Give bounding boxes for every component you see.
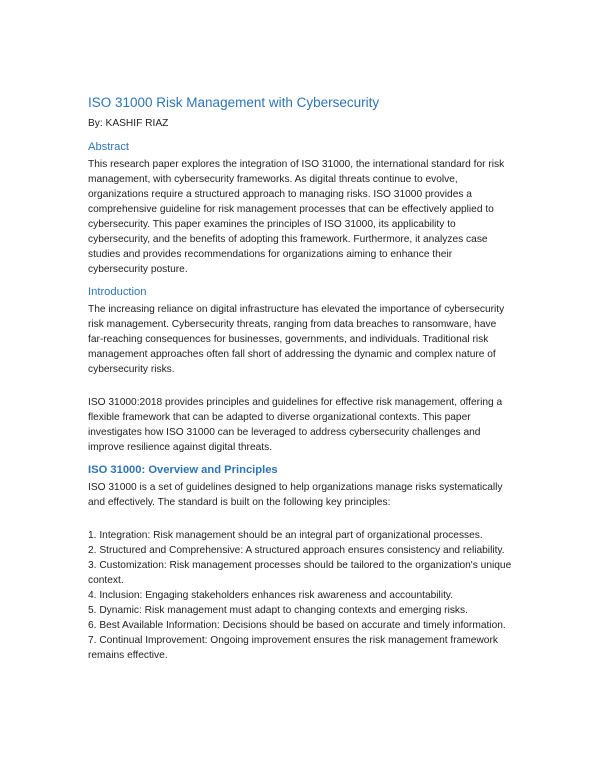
overview-section	[88, 463, 514, 663]
principle-item: 7. Continual Improvement: Ongoing improvement ensures the risk management framework remains effective.	[88, 635, 498, 661]
document-title: ISO 31000 Risk Management with Cybersecurity	[88, 95, 380, 110]
overview-heading: ISO 31000: Overview and Principles	[88, 464, 278, 476]
introduction-paragraph: The increasing reliance on digital infrastructure has elevated the importance of cybersecurity risk management. Cybersecurity threats, ranging from data breaches to ransomware, have far-reaching consequences for businesses, governments, and individuals. Traditional risk management approaches often fall short of addressing the dynamic and complex nature of cybersecurity risks.	[88, 304, 505, 375]
principle-item: 6. Best Available Information: Decisions should be based on accurate and timely information.	[88, 620, 506, 631]
principle-item: 4. Inclusion: Engaging stakeholders enhances risk awareness and accountability.	[88, 590, 454, 601]
introduction-section	[88, 285, 514, 455]
introduction-paragraph: ISO 31000:2018 provides principles and guidelines for effective risk management, offering a flexible framework that can be adapted to diverse organizational contexts. This paper investigates how ISO 31000 can be leveraged to address cybersecurity challenges and improve resilience against digital threats.	[88, 397, 503, 453]
overview-intro: ISO 31000 is a set of guidelines designed to help organizations manage risks systematically and effectively. The standard is built on the following key principles:	[88, 482, 503, 508]
principle-item: 1. Integration: Risk management should be an integral part of organizational processes.	[88, 530, 483, 541]
abstract-text: This research paper explores the integration of ISO 31000, the international standard for risk management, with cybersecurity frameworks. As digital threats continue to evolve, organizations require a structured approach to managing risks. ISO 31000 provides a comprehensive guideline for risk management processes that can be effectively applied to cybersecurity. This paper examines the principles of ISO 31000, its applicability to cybersecurity, and the benefits of adopting this framework. Furthermore, it analyzes case studies and provides recommendations for organizations aiming to enhance their cybersecurity posture.	[88, 159, 505, 275]
abstract-heading: Abstract	[88, 141, 130, 153]
abstract-section	[88, 140, 514, 277]
principle-item: 3. Customization: Risk management processes should be tailored to the organization's unique context.	[88, 560, 512, 586]
author-byline: By: KASHIF RIAZ	[88, 118, 169, 129]
principles-list	[88, 528, 514, 663]
principle-item: 5. Dynamic: Risk management must adapt to changing contexts and emerging risks.	[88, 605, 468, 616]
principle-item: 2. Structured and Comprehensive: A structured approach ensures consistency and reliability.	[88, 545, 505, 556]
introduction-heading: Introduction	[88, 286, 147, 298]
